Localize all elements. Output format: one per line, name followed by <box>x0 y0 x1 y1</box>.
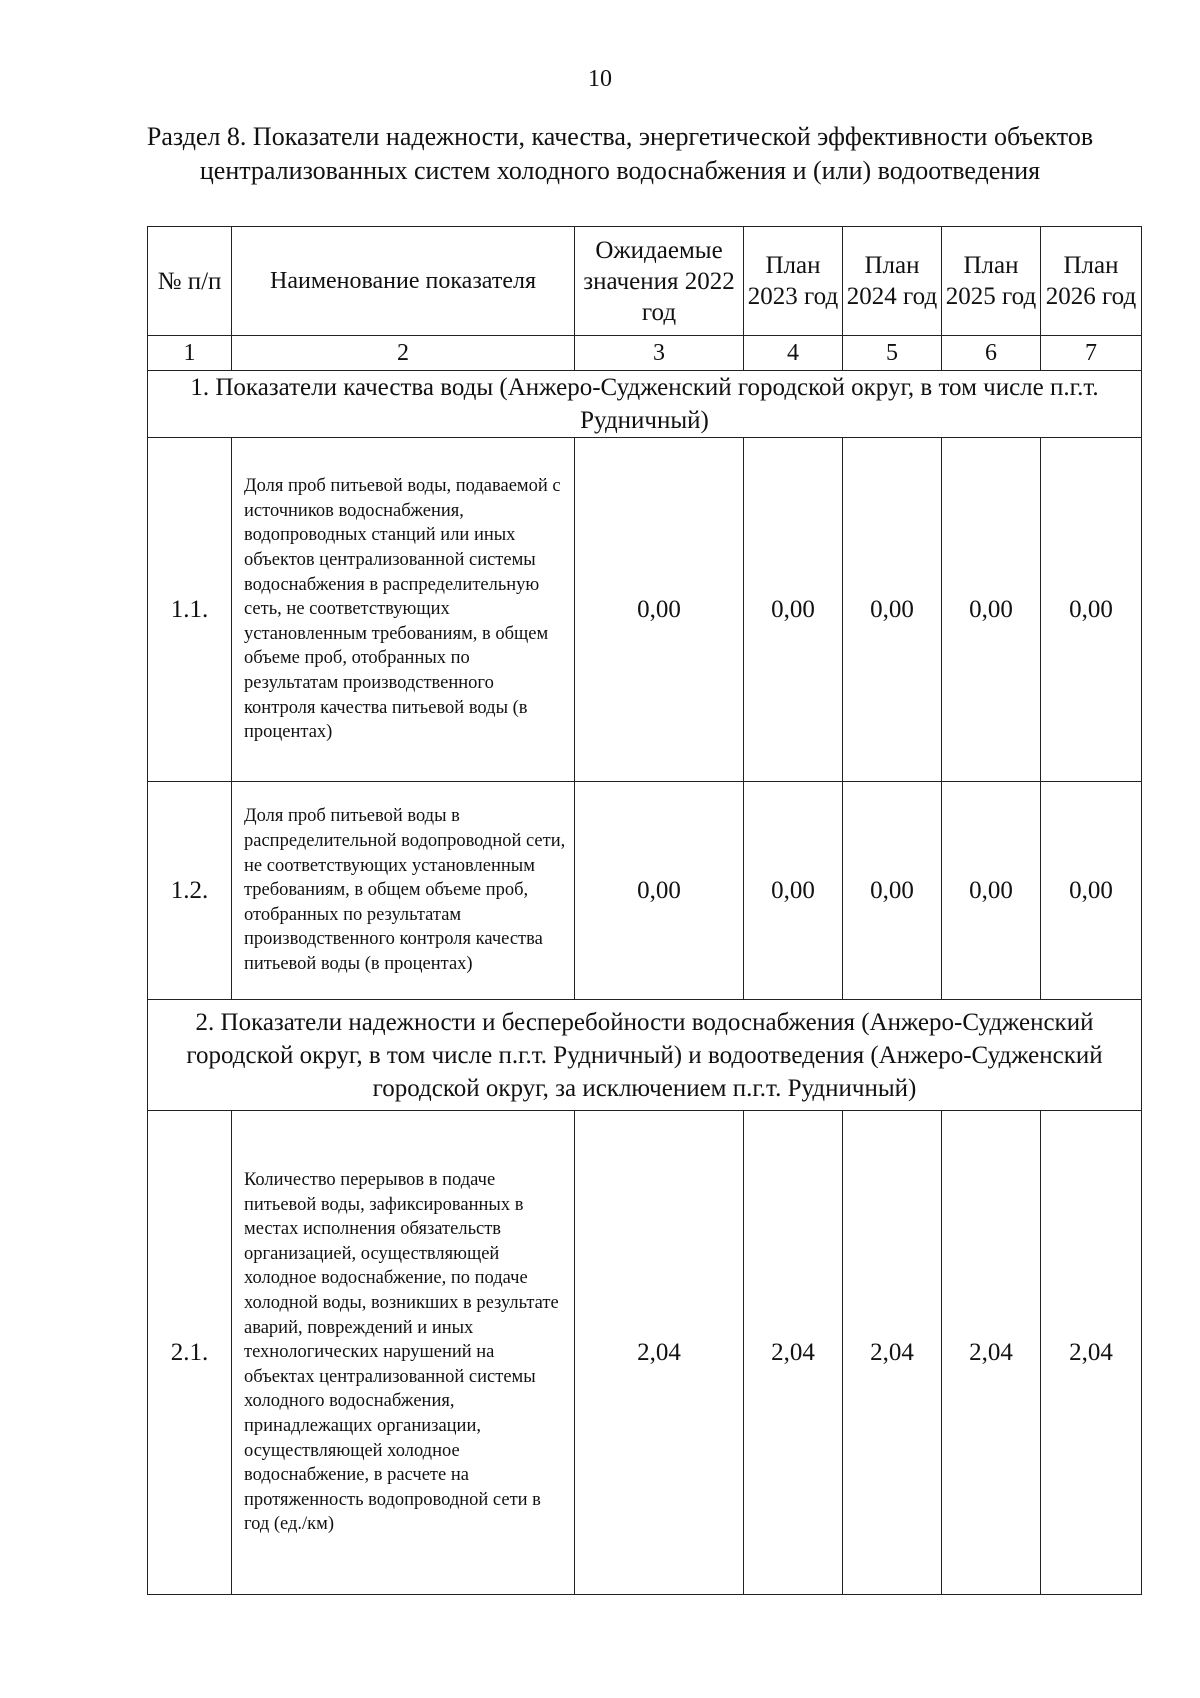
column-number: 6 <box>942 336 1041 371</box>
column-number: 7 <box>1041 336 1142 371</box>
column-number: 4 <box>744 336 843 371</box>
value-plan-2025: 0,00 <box>942 782 1041 1000</box>
value-plan-2024: 0,00 <box>843 782 942 1000</box>
value-plan-2024: 0,00 <box>843 438 942 782</box>
value-plan-2023: 0,00 <box>744 782 843 1000</box>
indicator-name: Доля проб питьевой воды, подаваемой с источников водоснабжения, водопроводных станций или иных объектов централизованной системы водоснабжения в распределительную сеть, не соответствующих установленным требованиям, в общем объеме проб, отобранных по результатам производственного контроля качества питьевой воды (в процентах) <box>232 438 575 782</box>
indicators-table <box>147 226 1142 1595</box>
row-number: 2.1. <box>148 1111 232 1595</box>
value-expected-2022: 0,00 <box>575 438 744 782</box>
row-number: 1.2. <box>148 782 232 1000</box>
value-plan-2023: 0,00 <box>744 438 843 782</box>
header-num: № п/п <box>148 227 232 336</box>
header-plan-2025: План 2025 год <box>942 227 1041 336</box>
header-plan-2023: План 2023 год <box>744 227 843 336</box>
column-number-row <box>148 336 1142 371</box>
value-expected-2022: 2,04 <box>575 1111 744 1595</box>
table-row <box>148 438 1142 782</box>
value-plan-2023: 2,04 <box>744 1111 843 1595</box>
value-plan-2025: 0,00 <box>942 438 1041 782</box>
header-name: Наименование показателя <box>232 227 575 336</box>
section-1-title: 1. Показатели качества воды (Анжеро-Судженский городской округ, в том числе п.г.т. Рудничный) <box>148 371 1142 438</box>
value-plan-2026: 0,00 <box>1041 782 1142 1000</box>
indicator-name: Количество перерывов в подаче питьевой воды, зафиксированных в местах исполнения обязательств организацией, осуществляющей холодное водоснабжение, по подаче холодной воды, возникших в результате аварий, повреждений и иных технологических нарушений на объектах централизованной системы холодного водоснабжения, принадлежащих организации, осуществляющей холодное водоснабжение, в расчете на протяженность водопроводной сети в год (ед./км) <box>232 1111 575 1595</box>
column-number: 1 <box>148 336 232 371</box>
page-number: 10 <box>588 66 612 92</box>
column-number: 2 <box>232 336 575 371</box>
header-row <box>148 227 1142 336</box>
section-title-line-2: централизованных систем холодного водоснабжения и (или) водоотведения <box>199 156 1041 185</box>
section-title-line-1: Раздел 8. Показатели надежности, качества, энергетической эффективности объектов <box>146 122 1094 151</box>
table-row <box>148 782 1142 1000</box>
value-plan-2025: 2,04 <box>942 1111 1041 1595</box>
value-plan-2026: 2,04 <box>1041 1111 1142 1595</box>
section-2-title: 2. Показатели надежности и бесперебойности водоснабжения (Анжеро-Судженский городской округ, в том числе п.г.т. Рудничный) и водоотведения (Анжеро-Судженский городской округ, за исключением п.г.т. Рудничный) <box>148 1000 1142 1111</box>
value-expected-2022: 0,00 <box>575 782 744 1000</box>
header-expected-2022: Ожидаемые значения 2022 год <box>575 227 744 336</box>
header-plan-2026: План 2026 год <box>1041 227 1142 336</box>
section-title <box>100 120 1140 188</box>
row-number: 1.1. <box>148 438 232 782</box>
value-plan-2026: 0,00 <box>1041 438 1142 782</box>
section-2-row <box>148 1000 1142 1111</box>
section-1-row <box>148 371 1142 438</box>
header-plan-2024: План 2024 год <box>843 227 942 336</box>
table-row <box>148 1111 1142 1595</box>
column-number: 5 <box>843 336 942 371</box>
indicator-name: Доля проб питьевой воды в распределительной водопроводной сети, не соответствующих установленным требованиям, в общем объеме проб, отобранных по результатам производственного контроля качества питьевой воды (в процентах) <box>232 782 575 1000</box>
column-number: 3 <box>575 336 744 371</box>
value-plan-2024: 2,04 <box>843 1111 942 1595</box>
